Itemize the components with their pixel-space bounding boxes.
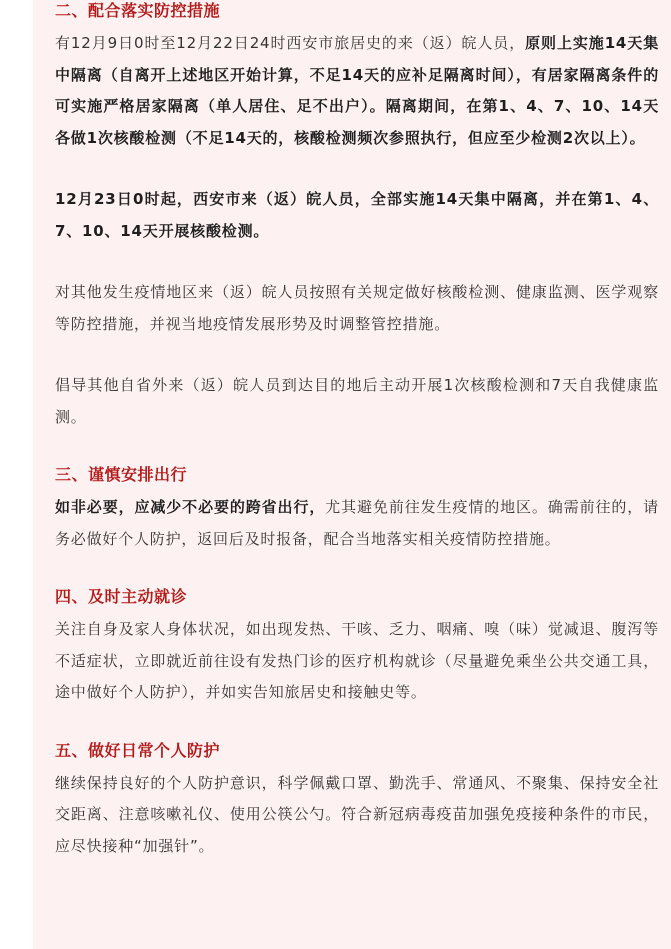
paragraph xyxy=(55,492,659,555)
paragraph xyxy=(55,277,659,340)
paragraph xyxy=(55,614,659,709)
section-title-4: 四、及时主动就诊 xyxy=(55,587,188,606)
bold-text-segment: 原则上实施14天集中隔离（自离开上述地区开始计算，不足14天的应补足隔离时间），有居家隔离条件的可实施严格居家隔离（单人居住、足不出户）。隔离期间，在第1、4、7、10、14天各做1次核酸检测（不足14天的，核酸检测频次参照执行，但应至少检测2次以上）。 xyxy=(55,34,659,147)
bold-text-segment: 如非必要，应减少不必要的跨省出行， xyxy=(55,498,326,516)
paragraph xyxy=(55,28,659,154)
section-title-3: 三、谨慎安排出行 xyxy=(55,465,188,484)
section-title-2: 二、配合落实防控措施 xyxy=(55,1,221,20)
text-segment: 继续保持良好的个人防护意识，科学佩戴口罩、勤洗手、常通风、不聚集、保持安全社交距离、注意咳嗽礼仪、使用公筷公勺。符合新冠病毒疫苗加强免疫接种条件的市民，应尽快接种“加强针”。 xyxy=(55,773,659,855)
paragraph xyxy=(55,768,659,863)
text-segment: 有12月9日0时至12月22日24时西安市旅居史的来（返）皖人员， xyxy=(55,34,526,52)
text-segment: 关注自身及家人身体状况，如出现发热、干咳、乏力、咽痛、嗅（味）觉减退、腹泻等不适症状，立即就近前往设有发热门诊的医疗机构就诊（尽量避免乘坐公共交通工具，途中做好个人防护），并如实告知旅居史和接触史等。 xyxy=(55,620,659,701)
section-title-5: 五、做好日常个人防护 xyxy=(55,740,221,760)
bold-text-segment: 12月23日0时起，西安市来（返）皖人员，全部实施14天集中隔离，并在第1、4、7、10、14天开展核酸检测。 xyxy=(55,190,659,240)
article-body xyxy=(33,0,671,949)
text-segment: 对其他发生疫情地区来（返）皖人员按照有关规定做好核酸检测、健康监测、医学观察等防控措施，并视当地疫情发展形势及时调整管控措施。 xyxy=(55,283,659,333)
paragraph xyxy=(55,184,659,247)
paragraph xyxy=(55,370,659,433)
text-segment: 倡导其他自省外来（返）皖人员到达目的地后主动开展1次核酸检测和7天自我健康监测。 xyxy=(55,376,659,426)
text-segment: 尤其避免前往发生疫情的地区。确需前往的，请务必做好个人防护，返回后及时报备，配合当地落实相关疫情防控措施。 xyxy=(55,498,659,548)
